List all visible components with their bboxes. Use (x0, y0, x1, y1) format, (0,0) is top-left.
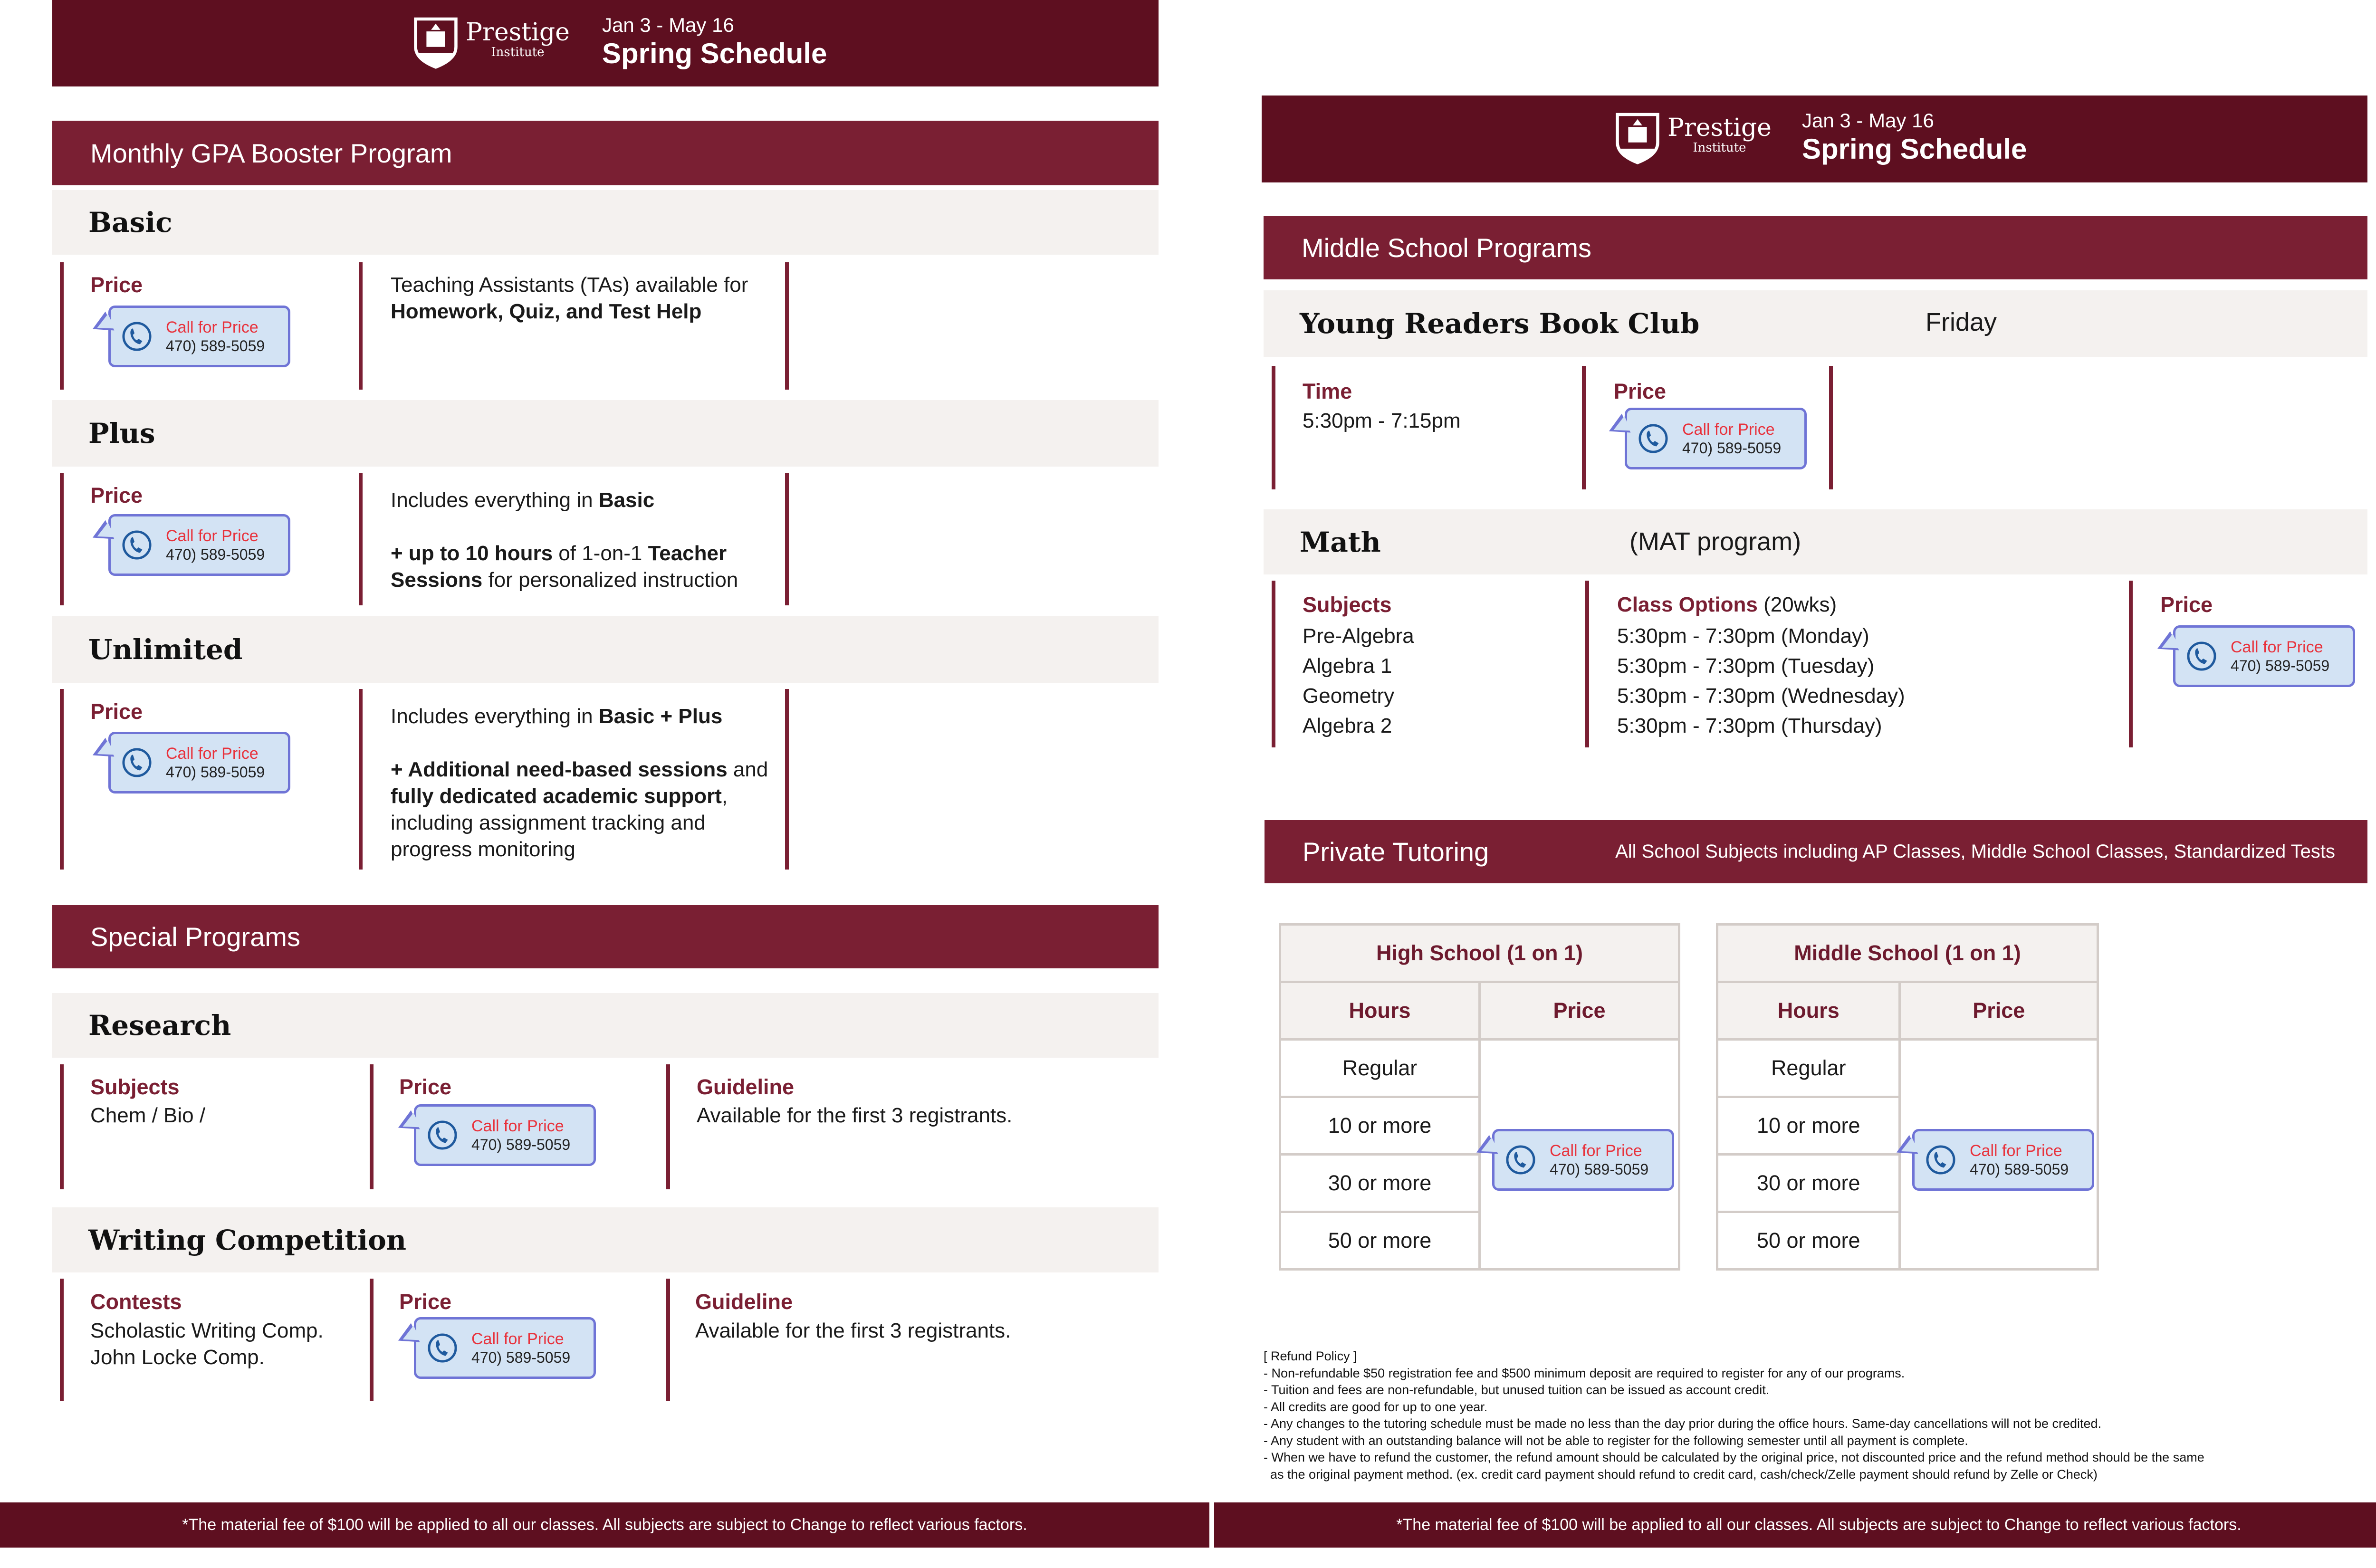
brand-name: Prestige Institute (466, 18, 570, 59)
phone-number: 470) 589-5059 (2231, 657, 2330, 674)
phone-number: 470) 589-5059 (471, 1136, 571, 1153)
unlimited-description: Includes everything in Basic + Plus + Additional need-based sessions and fully dedicated academic support, including assignment tracking and progress monitoring (391, 705, 768, 861)
call-for-price-label: Call for Price (2231, 638, 2323, 656)
right-header (1262, 96, 2367, 182)
call-for-price-label: Call for Price (471, 1330, 564, 1348)
left-header (52, 0, 1159, 86)
crest-logo-icon (1614, 111, 1661, 164)
class-options-label: Class Options (20wks) (1617, 593, 1837, 616)
price-label: Price (2160, 593, 2213, 617)
math-note: (MAT program) (1629, 527, 1801, 556)
writing-heading: Writing Competition (52, 1207, 1159, 1272)
yrbc-heading: Young Readers Book Club (1264, 290, 2367, 357)
yrbc-day: Friday (1926, 308, 1997, 336)
date-range: Jan 3 - May 16 (1802, 109, 1934, 132)
refund-policy: [ Refund Policy ] - Non-refundable $50 registration fee and $500 minimum deposit are required to register for any of our programs. - Tuition and fees are non-refundable, but unused tuition can be issued as account credit. - All credits are good for up to one year. - Any changes to the tutoring schedule must be made no less than the day prior during the office hours. Same-day cancellations will not be credited. - Any student with an outstanding balance will not be able to register for the following semester until all payment is complete. - When we have to refund the customer, the refund amount should be calculated by the original price, not discounted price and the refund method should be the same as the original payment method. (ex. credit card payment should refund to credit card, cash/check/Zelle payment should refund by Zelle or Check) (1264, 1349, 2204, 1482)
brand-name: Prestige Institute (1667, 114, 1772, 155)
call-for-price-label: Call for Price (1970, 1142, 2062, 1160)
call-for-price-badge[interactable] (108, 732, 290, 794)
price-label: Price (399, 1075, 452, 1099)
basic-description: Teaching Assistants (TAs) available for Homework, Quiz, and Test Help (391, 273, 748, 323)
research-subjects: Chem / Bio / (90, 1104, 206, 1127)
phone-number: 470) 589-5059 (1682, 440, 1782, 457)
phone-icon (1925, 1144, 1956, 1176)
call-for-price-badge[interactable] (1912, 1129, 2094, 1191)
call-for-price-badge[interactable] (1625, 408, 1807, 469)
subjects-label: Subjects (90, 1075, 180, 1099)
section-special-programs: Special Programs (52, 905, 1159, 968)
phone-number: 470) 589-5059 (1970, 1161, 2069, 1178)
price-label: Price (90, 699, 143, 724)
price-label: Price (1614, 379, 1667, 403)
call-for-price-badge[interactable] (108, 514, 290, 576)
price-label: Price (399, 1290, 452, 1314)
research-guideline: Available for the first 3 registrants. (697, 1104, 1013, 1127)
math-subjects: Pre-Algebra Algebra 1 Geometry Algebra 2 (1303, 624, 1414, 737)
phone-icon (1505, 1144, 1536, 1176)
math-heading: Math (1264, 509, 2367, 574)
phone-number: 470) 589-5059 (166, 764, 265, 781)
crest-logo-icon (412, 16, 459, 69)
phone-icon (121, 321, 153, 352)
phone-icon (121, 529, 153, 561)
guideline-label: Guideline (695, 1290, 793, 1314)
plan-plus-heading: Plus (52, 400, 1159, 467)
call-for-price-label: Call for Price (471, 1117, 564, 1135)
research-heading: Research (52, 993, 1159, 1058)
call-for-price-label: Call for Price (1550, 1142, 1642, 1160)
middle-school-price-table: Middle School (1 on 1) Hours Price Regular 10 or more 30 or more 50 or more (1716, 923, 2099, 1271)
tutoring-subtitle: All School Subjects including AP Classes, Middle School Classes, Standardized Tests (1615, 841, 2335, 862)
left-footer-note: *The material fee of $100 will be applied to all our classes. All subjects are subject to Change to reflect various factors. (0, 1502, 1209, 1548)
phone-number: 470) 589-5059 (166, 337, 265, 354)
call-for-price-label: Call for Price (166, 527, 259, 545)
call-for-price-label: Call for Price (166, 745, 259, 763)
class-options-list: 5:30pm - 7:30pm (Monday) 5:30pm - 7:30pm (Tuesday) 5:30pm - 7:30pm (Wednesday) 5:30pm - 7:30pm (Thursday) (1617, 624, 1905, 737)
plan-unlimited-heading: Unlimited (52, 616, 1159, 683)
price-label: Price (90, 273, 143, 297)
section-gpa-booster: Monthly GPA Booster Program (52, 121, 1159, 185)
right-footer-note: *The material fee of $100 will be applied to all our classes. All subjects are subject to Change to reflect various factors. (1214, 1502, 2376, 1548)
phone-icon (1638, 423, 1669, 454)
call-for-price-label: Call for Price (1682, 421, 1775, 439)
call-for-price-badge[interactable] (108, 306, 290, 367)
plan-basic-heading: Basic (52, 190, 1159, 255)
yrbc-time: 5:30pm - 7:15pm (1303, 409, 1461, 432)
call-for-price-label: Call for Price (166, 318, 259, 336)
writing-guideline: Available for the first 3 registrants. (695, 1319, 1011, 1342)
call-for-price-badge[interactable] (414, 1104, 596, 1166)
price-label: Price (90, 483, 143, 507)
date-range: Jan 3 - May 16 (602, 14, 734, 36)
subjects-label: Subjects (1303, 593, 1392, 617)
time-label: Time (1303, 379, 1352, 403)
call-for-price-badge[interactable] (2173, 625, 2355, 687)
phone-number: 470) 589-5059 (1550, 1161, 1649, 1178)
section-private-tutoring: Private Tutoring All School Subjects including AP Classes, Middle School Classes, Standardized Tests (1265, 820, 2367, 883)
phone-number: 470) 589-5059 (471, 1349, 571, 1366)
plus-description: Includes everything in Basic + up to 10 hours of 1-on-1 Teacher Sessions for personalized instruction (391, 488, 738, 592)
schedule-title: Spring Schedule (1802, 133, 2027, 165)
phone-icon (427, 1119, 458, 1151)
high-school-price-table: High School (1 on 1) Hours Price Regular 10 or more 30 or more 50 or more (1279, 923, 1680, 1271)
call-for-price-badge[interactable] (1492, 1129, 1674, 1191)
contests-label: Contests (90, 1290, 182, 1314)
section-middle-school: Middle School Programs (1264, 216, 2367, 279)
phone-number: 470) 589-5059 (166, 546, 265, 563)
phone-icon (2186, 641, 2217, 672)
schedule-title: Spring Schedule (602, 38, 827, 69)
call-for-price-badge[interactable] (414, 1317, 596, 1379)
contests-list: Scholastic Writing Comp. John Locke Comp. (90, 1319, 324, 1369)
phone-icon (427, 1332, 458, 1364)
phone-icon (121, 747, 153, 778)
guideline-label: Guideline (697, 1075, 795, 1099)
